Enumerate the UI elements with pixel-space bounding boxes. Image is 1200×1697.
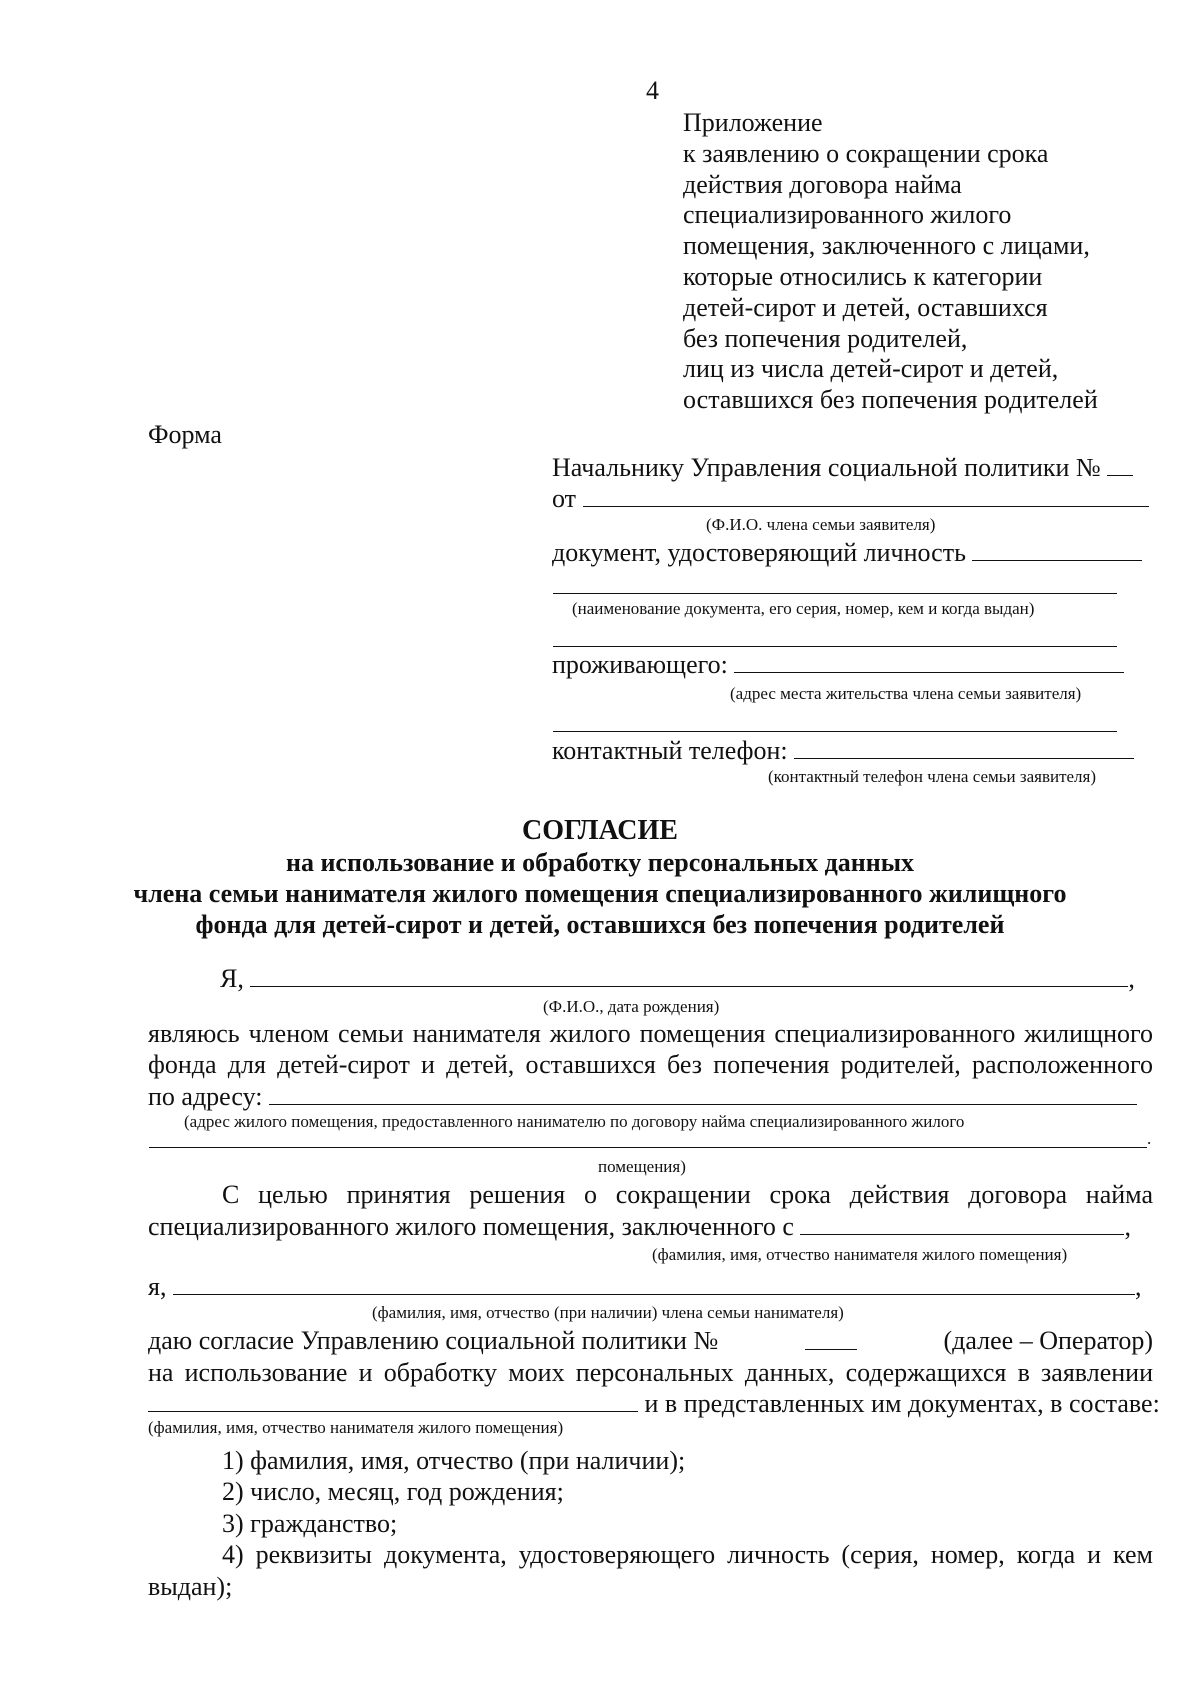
doc-hint: (наименование документа, его серия, номер, кем и когда выдан) (572, 599, 1035, 618)
page-number: 4 (646, 76, 659, 105)
phone-label: контактный телефон: (552, 736, 788, 765)
residing-field-line-2[interactable] (553, 731, 1117, 732)
document-subtitle-2: члена семьи нанимателя жилого помещения специализированного жилищного (133, 879, 1067, 908)
tenant-name-field[interactable] (800, 1234, 1124, 1235)
residing-label: проживающего: (552, 650, 728, 679)
addressee-to-text: Начальнику Управления социальной политики № (552, 453, 1101, 482)
annex-line: лиц из числа детей-сирот и детей, (683, 354, 1059, 384)
i-row: Я, , (220, 964, 1135, 993)
member-hint: (фамилия, имя, отчество (при наличии) члена семьи нанимателя) (372, 1303, 844, 1322)
documents-text: и в представленных им документах, в составе: (644, 1389, 1160, 1418)
residing-row (552, 650, 1124, 680)
tenant-hint: (фамилия, имя, отчество нанимателя жилого помещения) (652, 1245, 1068, 1264)
address-field-line-2[interactable] (149, 1147, 1147, 1148)
from-name-field[interactable] (583, 506, 1149, 507)
operator-number-field[interactable] (805, 1349, 857, 1350)
ya-row: я, , (148, 1272, 1142, 1301)
contract-row: специализированного жилого помещения, заключенного с , (148, 1212, 1131, 1241)
annex-line: без попечения родителей, (683, 323, 968, 353)
paragraph-3-line-2: на использование и обработку моих персональных данных, содержащихся в заявлении (148, 1358, 1153, 1387)
paragraph-3-line-1 (148, 1326, 1153, 1356)
paragraph-1-line-1: являюсь членом семьи нанимателя жилого помещения специализированного жилищного (148, 1019, 1153, 1048)
document-subtitle-1: на использование и обработку персональных данных (285, 848, 915, 877)
paragraph-2-line-1: С целью принятия решения о сокращении срока действия договора найма (222, 1180, 1153, 1209)
annex-line: специализированного жилого (683, 200, 1012, 230)
list-item: 1) фамилия, имя, отчество (при наличии); (222, 1446, 686, 1475)
residing-field[interactable] (734, 672, 1124, 673)
i-label: Я, (220, 964, 244, 993)
residing-hint: (адрес места жительства члена семьи заявителя) (730, 684, 1082, 703)
address-field[interactable] (269, 1104, 1137, 1105)
i-hint: (Ф.И.О., дата рождения) (543, 997, 720, 1016)
from-hint: (Ф.И.О. члена семьи заявителя) (706, 515, 936, 534)
doc-field[interactable] (972, 560, 1142, 561)
list-item: 4) реквизиты документа, удостоверяющего личность (серия, номер, когда и кем (222, 1540, 1153, 1569)
annex-line: оставшихся без попечения родителей (683, 385, 1098, 415)
doc-field-line-3[interactable] (553, 646, 1117, 647)
annex-line: детей-сирот и детей, оставшихся (683, 292, 1048, 322)
contract-label: специализированного жилого помещения, заключенного с (148, 1212, 794, 1241)
department-number-field[interactable] (1107, 475, 1133, 476)
annex-line: к заявлению о сокращении срока (683, 138, 1049, 168)
from-row (552, 484, 1149, 514)
address-row (148, 1082, 1137, 1112)
doc-label: документ, удостоверяющий личность (552, 538, 966, 567)
phone-field[interactable] (794, 758, 1134, 759)
annex-line: которые относились к категории (683, 261, 1043, 291)
document-subtitle-3: фонда для детей-сирот и детей, оставшихся без попечения родителей (195, 910, 1005, 939)
address-hint-2: помещения) (598, 1157, 686, 1176)
application-hint: (фамилия, имя, отчество нанимателя жилого помещения) (148, 1418, 564, 1437)
application-tenant-field[interactable] (148, 1411, 638, 1412)
annex-line: помещения, заключенного с лицами, (683, 231, 1090, 261)
address-label: по адресу: (148, 1082, 263, 1111)
from-label: от (552, 484, 577, 513)
form-label: Форма (148, 420, 222, 449)
doc-field-line-2[interactable] (553, 593, 1117, 594)
list-item-continuation: выдан); (148, 1572, 233, 1601)
phone-row (552, 736, 1134, 766)
address-hint-1: (адрес жилого помещения, предоставленного нанимателю по договору найма специализированного жилого (184, 1112, 965, 1131)
doc-row (552, 538, 1142, 568)
list-item: 2) число, месяц, год рождения; (222, 1477, 564, 1506)
ya-label: я, (148, 1272, 167, 1301)
member-name-field[interactable] (173, 1294, 1135, 1295)
annex-line: действия договора найма (683, 169, 962, 199)
address-period: . (1147, 1129, 1152, 1148)
document-title: СОГЛАСИЕ (522, 815, 678, 846)
paragraph-1-line-2: фонда для детей-сирот и детей, оставшихся без попечения родителей, расположенного (148, 1050, 1153, 1079)
operator-alias: (далее – Оператор) (943, 1326, 1153, 1355)
application-row (148, 1389, 1160, 1419)
consent-operator-text: даю согласие Управлению социальной политики № (148, 1326, 719, 1355)
addressee-to (552, 453, 1133, 483)
annex-line: Приложение (683, 108, 823, 137)
list-item: 3) гражданство; (222, 1509, 398, 1538)
annex-block (683, 108, 1098, 416)
phone-hint: (контактный телефон члена семьи заявителя) (768, 767, 1097, 786)
i-name-field[interactable] (250, 986, 1128, 987)
